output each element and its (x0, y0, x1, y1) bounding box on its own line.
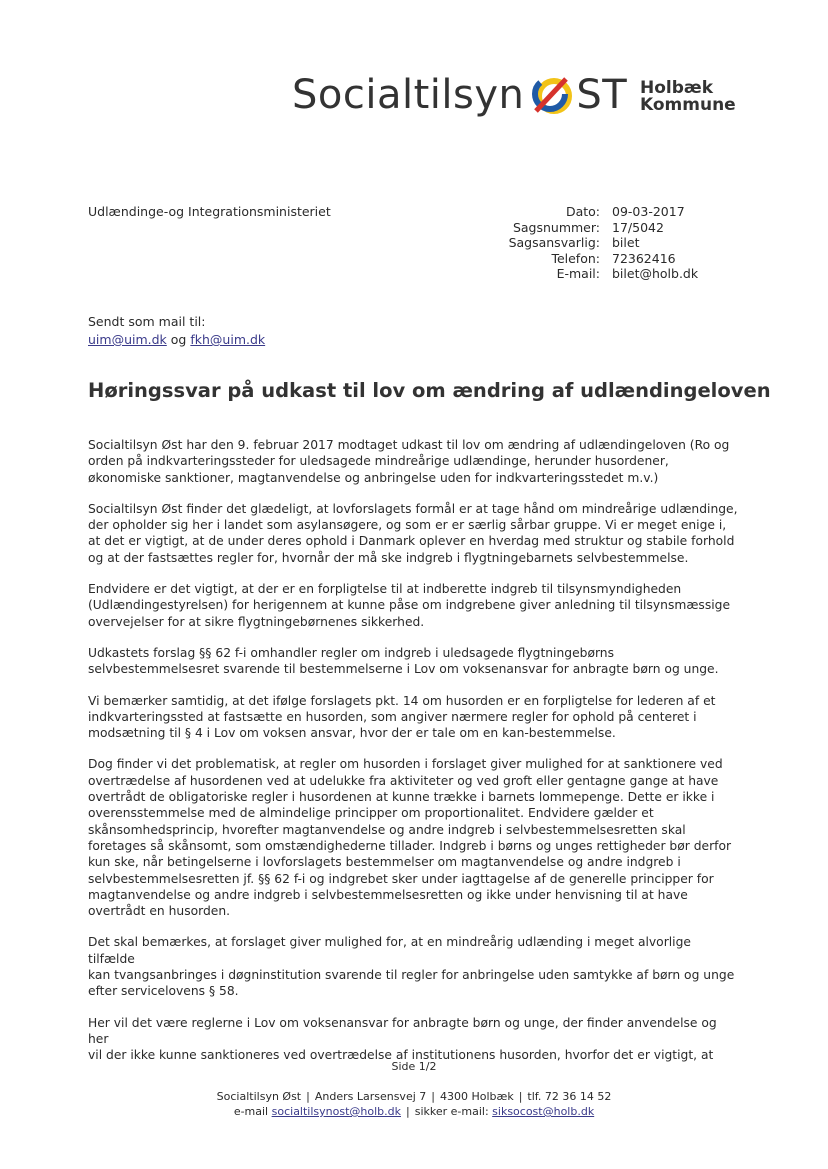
sent-label: Sendt som mail til: (88, 314, 206, 329)
body-paragraph: Dog finder vi det problematisk, at regler om husorden i forslaget giver mulighed for at sanktionere ved overtrædelse af husordenen ved at udelukke fra aktiviteter og ved groft eller gentagne gange at have overtrådt de obligatoriske regler i husordenen at kunne trække i barnets lommepenge. Dette er ikke i overensstemmelse med de almindelige principper om proportionalitet. Endvidere gælder et skånsomhedsprincip, hvorefter magtanvendelse og andre indgreb i selvbestemmelsesretten skal foretages så skånsomt, som omstændighederne tillader. Indgreb i børns og unges rettigheder bør derfor kun ske, når betingelserne i lovforslagets bestemmelser om magtanvendelse og andre indgreb i selvbestemmelsesretten jf. §§ 62 f-i og indgrebet sker under iagttagelse af de generelle principper for magtanvendelse og andre indgreb i selvbestemmelsesretten og ikke under henvisning til at have overtrådt en husorden. (88, 757, 732, 919)
body-paragraph: Socialtilsyn Øst finder det glædeligt, at lovforslagets formål er at tage hånd om mindreårige udlændinge, der opholder sig her i landet som asylansøgere, og som er er særlig sårbar gruppe. Vi er meget enige i, at det er vigtigt, at de under deres ophold i Danmark oplever en hverdag med struktur og stabile forhold og at der fastsættes regler for, hvornår der må ske indgreb i flygtningebarnets selvbestemmelse. (88, 501, 738, 565)
footer-org: Socialtilsyn Øst (216, 1090, 302, 1103)
meta-value: bilet (612, 235, 640, 250)
sent-to-block (88, 313, 265, 349)
footer-postal: 4300 Holbæk (439, 1090, 514, 1103)
brand-name-part1: Socialtilsyn (292, 72, 525, 118)
meta-label: E-mail: (556, 266, 600, 281)
brand-name-part2: ST (576, 72, 628, 118)
kommune-line-1: Holbæk (640, 78, 714, 98)
page-footer (0, 1089, 828, 1119)
body-paragraph: Vi bemærker samtidig, at det ifølge forslagets pkt. 14 om husorden er en forpligtelse for lederen af et indkvarteringssted at fastsætte en husorden, som angiver nærmere regler for ophold på centeret i modsætning til § 4 i Lov om voksen ansvar, hvor der er tale om en kan-bestemmelse. (88, 693, 716, 741)
page-number: Side 1/2 (391, 1060, 437, 1073)
document-title: Høringssvar på udkast til lov om ændring af udlændingeloven (88, 379, 771, 402)
body-paragraph: Udkastets forslag §§ 62 f-i omhandler regler om indgreb i uledsagede flygtningebørns selvbestemmelsesret svarende til bestemmelserne i Lov om voksenansvar for anbragte børn og unge. (88, 645, 719, 677)
footer-email-link[interactable]: socialtilsynost@holb.dk (271, 1105, 401, 1118)
footer-email-label: e-mail (233, 1105, 269, 1118)
meta-row-date (498, 204, 698, 220)
footer-separator: | (518, 1090, 523, 1103)
meta-value: 17/5042 (612, 219, 664, 235)
brand-logo (292, 72, 627, 118)
body-paragraph: Endvidere er det vigtigt, at der er en forpligtelse til at indberette indgreb til tilsynsmyndigheden (Udlændingestyrelsen) for herigennem at kunne påse om indgrebene giver anledning til tilsynsmæssige overvejelser for at sikre flygtningebørnenes sikkerhed. (88, 582, 731, 629)
socialtilsyn-logo-icon (528, 75, 574, 115)
email-link-fkh[interactable]: fkh@uim.dk (190, 332, 266, 347)
meta-row-case-number (498, 220, 698, 236)
body-paragraph: Socialtilsyn Øst har den 9. februar 2017 modtaget udkast til lov om ændring af udlændingeloven (Ro og orden på indkvarteringssteder for uledsagede mindreårige udlændinge, herunder husordener, økonomiske sanktioner, magtanvendelse og anbringelse uden for indkvarteringsstedet m.v.) (88, 438, 730, 485)
meta-value: bilet@holb.dk (612, 266, 699, 281)
meta-row-email (498, 266, 698, 282)
body-paragraph: Her vil det være reglerne i Lov om voksenansvar for anbragte børn og unge, der finder anvendelse og her vil der ikke kunne sanktioneres ved overtrædelse af institutionens husorden, hvorfor det er vigtigt, at (88, 1015, 717, 1063)
footer-address: Anders Larsensvej 7 (314, 1090, 427, 1103)
meta-value: 09-03-2017 (612, 204, 685, 219)
email-link-uim[interactable]: uim@uim.dk (88, 332, 167, 347)
document-body (88, 437, 738, 1079)
footer-secure-label: sikker e-mail: (414, 1105, 489, 1118)
meta-value: 72362416 (612, 250, 676, 266)
holbaek-kommune-logo (640, 80, 736, 114)
meta-label: Telefon: (551, 250, 600, 266)
meta-label: Dato: (565, 204, 600, 219)
recipient: Udlændinge-og Integrationsministeriet (88, 204, 331, 219)
case-metadata (498, 204, 698, 282)
meta-row-case-officer (498, 235, 698, 251)
meta-label: Sagsnummer: (512, 219, 600, 235)
footer-secure-email-link[interactable]: siksocost@holb.dk (492, 1105, 595, 1118)
body-paragraph: Det skal bemærkes, at forslaget giver mulighed for, at en mindreårig udlænding i meget alvorlige tilfælde kan tvangsanbringes i døgninstitution svarende til regler for anbringelse uden samtykke af børn og unge efter servicelovens § 58. (88, 935, 735, 999)
footer-separator: | (306, 1090, 310, 1103)
meta-label: Sagsansvarlig: (508, 235, 600, 250)
footer-separator: | (406, 1105, 410, 1118)
meta-row-phone (498, 251, 698, 267)
kommune-line-2: Kommune (640, 95, 736, 115)
email-joiner: og (170, 332, 187, 347)
footer-phone: tlf. 72 36 14 52 (527, 1090, 612, 1103)
footer-separator: | (431, 1090, 435, 1103)
